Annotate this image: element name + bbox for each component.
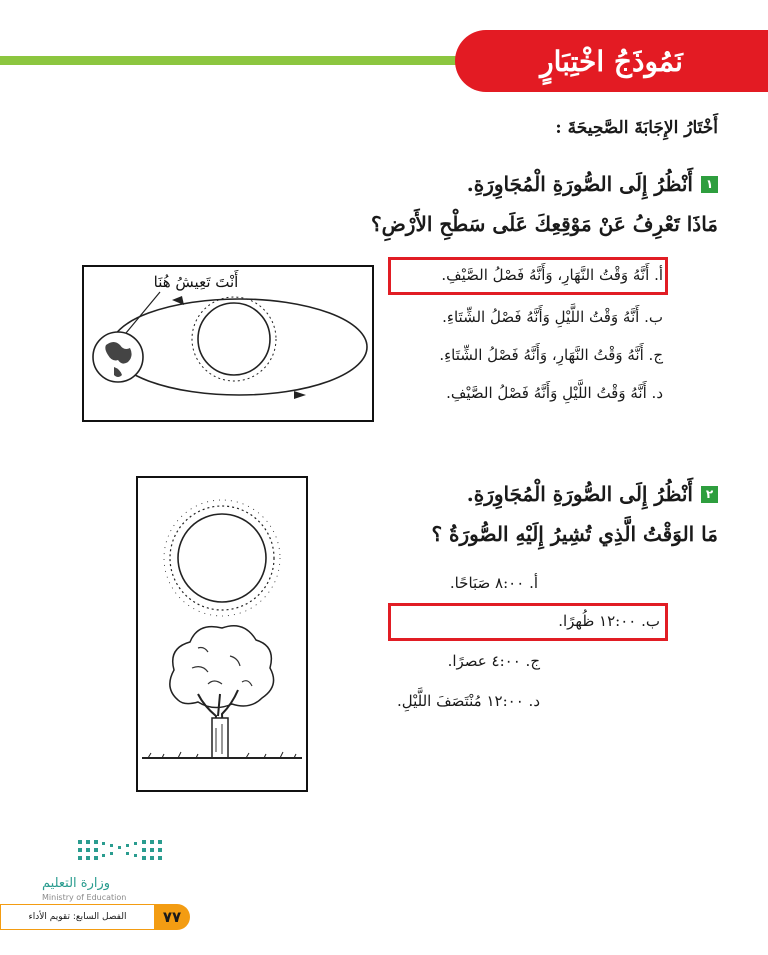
question-1-text: مَاذَا تَعْرِفُ عَنْ مَوْقِعِكَ عَلَى سَطْحِ الأَرْضِ؟ (370, 212, 718, 236)
ministry-logo-icon (38, 836, 188, 876)
option-letter: أ. (654, 266, 663, 284)
ministry-name: وزارة التعليم (42, 876, 111, 891)
question-1-prompt-row (467, 172, 718, 196)
question-2-option-c[interactable] (448, 652, 540, 670)
earth-icon (93, 332, 143, 382)
question-1-prompt: أَنْظُرُ إِلَى الصُّورَةِ الْمُجَاوِرَةِ. (466, 172, 693, 196)
option-text: ٤:٠٠ عصرًا. (447, 652, 521, 670)
orbit-figure (82, 265, 374, 422)
ministry-name-english: Ministry of Education (42, 893, 127, 902)
option-text: ٨:٠٠ صَبَاحًا. (449, 574, 525, 592)
option-text: أَنَّهُ وَقْتُ النَّهَارِ، وَأَنَّهُ فَصْلُ الشِّتَاءِ. (439, 346, 644, 364)
option-text: ١٢:٠٠ مُنْتَصَفَ اللَّيْلِ. (396, 692, 524, 710)
option-letter: د. (528, 692, 540, 710)
orbit-arrow-icon (172, 296, 184, 305)
question-2-text: مَا الوَقْتُ الَّذِي تُشِيرُ إِلَيْهِ الصُّورَةُ ؟ (431, 522, 718, 546)
header-rule (0, 56, 470, 65)
option-text: ١٢:٠٠ ظُهرًا. (558, 612, 637, 630)
option-text: أَنَّهُ وَقْتُ اللَّيْلِ وَأَنَّهُ فَصْلُ الشِّتَاءِ. (442, 308, 640, 326)
option-text: أَنَّهُ وَقْتُ النَّهَارِ، وَأَنَّهُ فَصْلُ الصَّيْفِ. (441, 266, 650, 284)
question-1-option-b[interactable] (442, 308, 663, 326)
footer-page-bar (0, 904, 190, 930)
figure-caption: أَنْتَ تَعِيشُ هُنَا (153, 273, 239, 291)
sun-tree-figure (136, 476, 308, 792)
question-1-option-d[interactable] (446, 384, 663, 402)
question-1-number: ١ (701, 176, 718, 193)
question-1-option-c[interactable] (439, 346, 663, 364)
option-letter: ج. (648, 346, 663, 364)
question-2-option-a[interactable] (450, 574, 538, 592)
chapter-label: الفصل السابع: تقويم الأداء (0, 904, 154, 930)
option-letter: ب. (641, 612, 660, 630)
earth-orbit-illustration (84, 267, 372, 420)
question-2-option-d[interactable] (397, 692, 540, 710)
sun-icon (192, 297, 276, 381)
tree-icon (170, 626, 274, 758)
sun-icon (164, 500, 280, 616)
question-2-number: ٢ (701, 486, 718, 503)
option-letter: د. (651, 384, 663, 402)
option-text: أَنَّهُ وَقْتُ اللَّيْلِ وَأَنَّهُ فَصْلُ الصَّيْفِ. (446, 384, 647, 402)
question-2-prompt: أَنْظُرُ إِلَى الصُّورَةِ الْمُجَاوِرَةِ. (466, 482, 693, 506)
question-2-prompt-row (467, 482, 718, 506)
page-title: نَمُوذَجُ اخْتِبَارٍ (540, 44, 683, 78)
option-letter: ج. (525, 652, 540, 670)
instruction-text: أَخْتَارُ الإِجَابَةَ الصَّحِيحَةَ : (555, 118, 718, 138)
option-letter: أ. (529, 574, 538, 592)
sun-above-tree-illustration (138, 478, 306, 790)
orbit-arrow-icon (294, 391, 306, 399)
question-2-option-b[interactable] (558, 612, 660, 630)
title-tab (455, 30, 768, 92)
page-number: ٧٧ (154, 904, 190, 930)
question-1-option-a[interactable] (441, 266, 663, 284)
pointer-line (126, 292, 160, 333)
option-letter: ب. (644, 308, 663, 326)
